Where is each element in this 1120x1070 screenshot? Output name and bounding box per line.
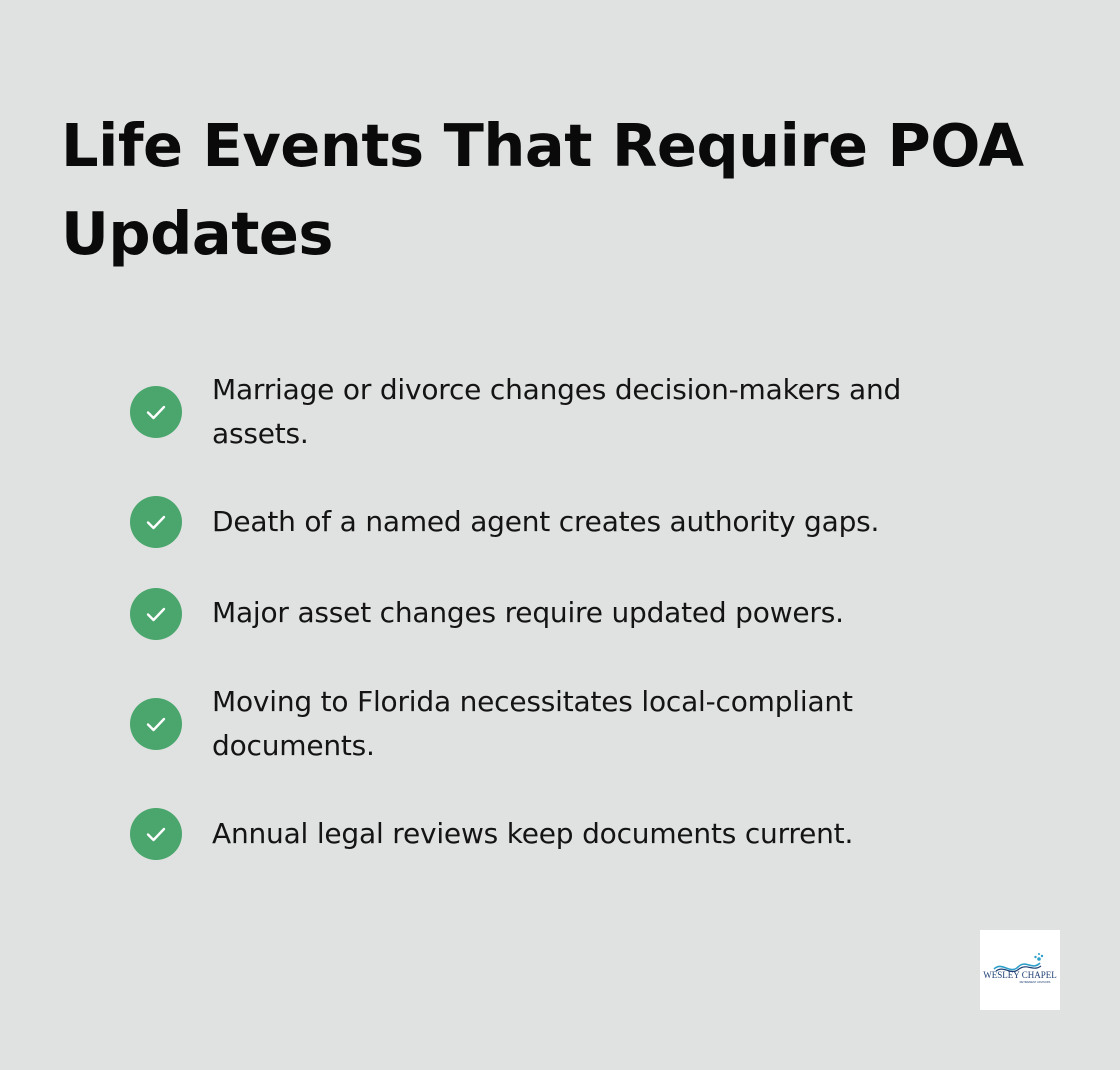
- list-item-text: Annual legal reviews keep documents current.: [212, 817, 854, 850]
- list-item: [130, 680, 990, 768]
- company-logo: [980, 930, 1060, 1010]
- list-item-text: Marriage or divorce changes decision-makers and assets.: [212, 373, 902, 450]
- page-title: Life Events That Require POA Updates: [61, 111, 1024, 268]
- list-item-text: Major asset changes require updated powers.: [212, 596, 844, 629]
- list-item: [130, 812, 990, 856]
- list-item-text: Moving to Florida necessitates local-compliant documents.: [212, 685, 853, 762]
- check-icon: [130, 588, 182, 640]
- logo-name: WESLEY CHAPEL: [983, 970, 1057, 980]
- list-item: [130, 368, 990, 456]
- list-item: [130, 591, 990, 635]
- logo-tagline: RETIREMENT ADVISORS: [1019, 981, 1051, 984]
- check-icon: [130, 808, 182, 860]
- check-icon: [130, 386, 182, 438]
- check-icon: [130, 496, 182, 548]
- list-item-text: Death of a named agent creates authority gaps.: [212, 505, 880, 538]
- check-icon: [130, 698, 182, 750]
- list-item: [130, 500, 990, 544]
